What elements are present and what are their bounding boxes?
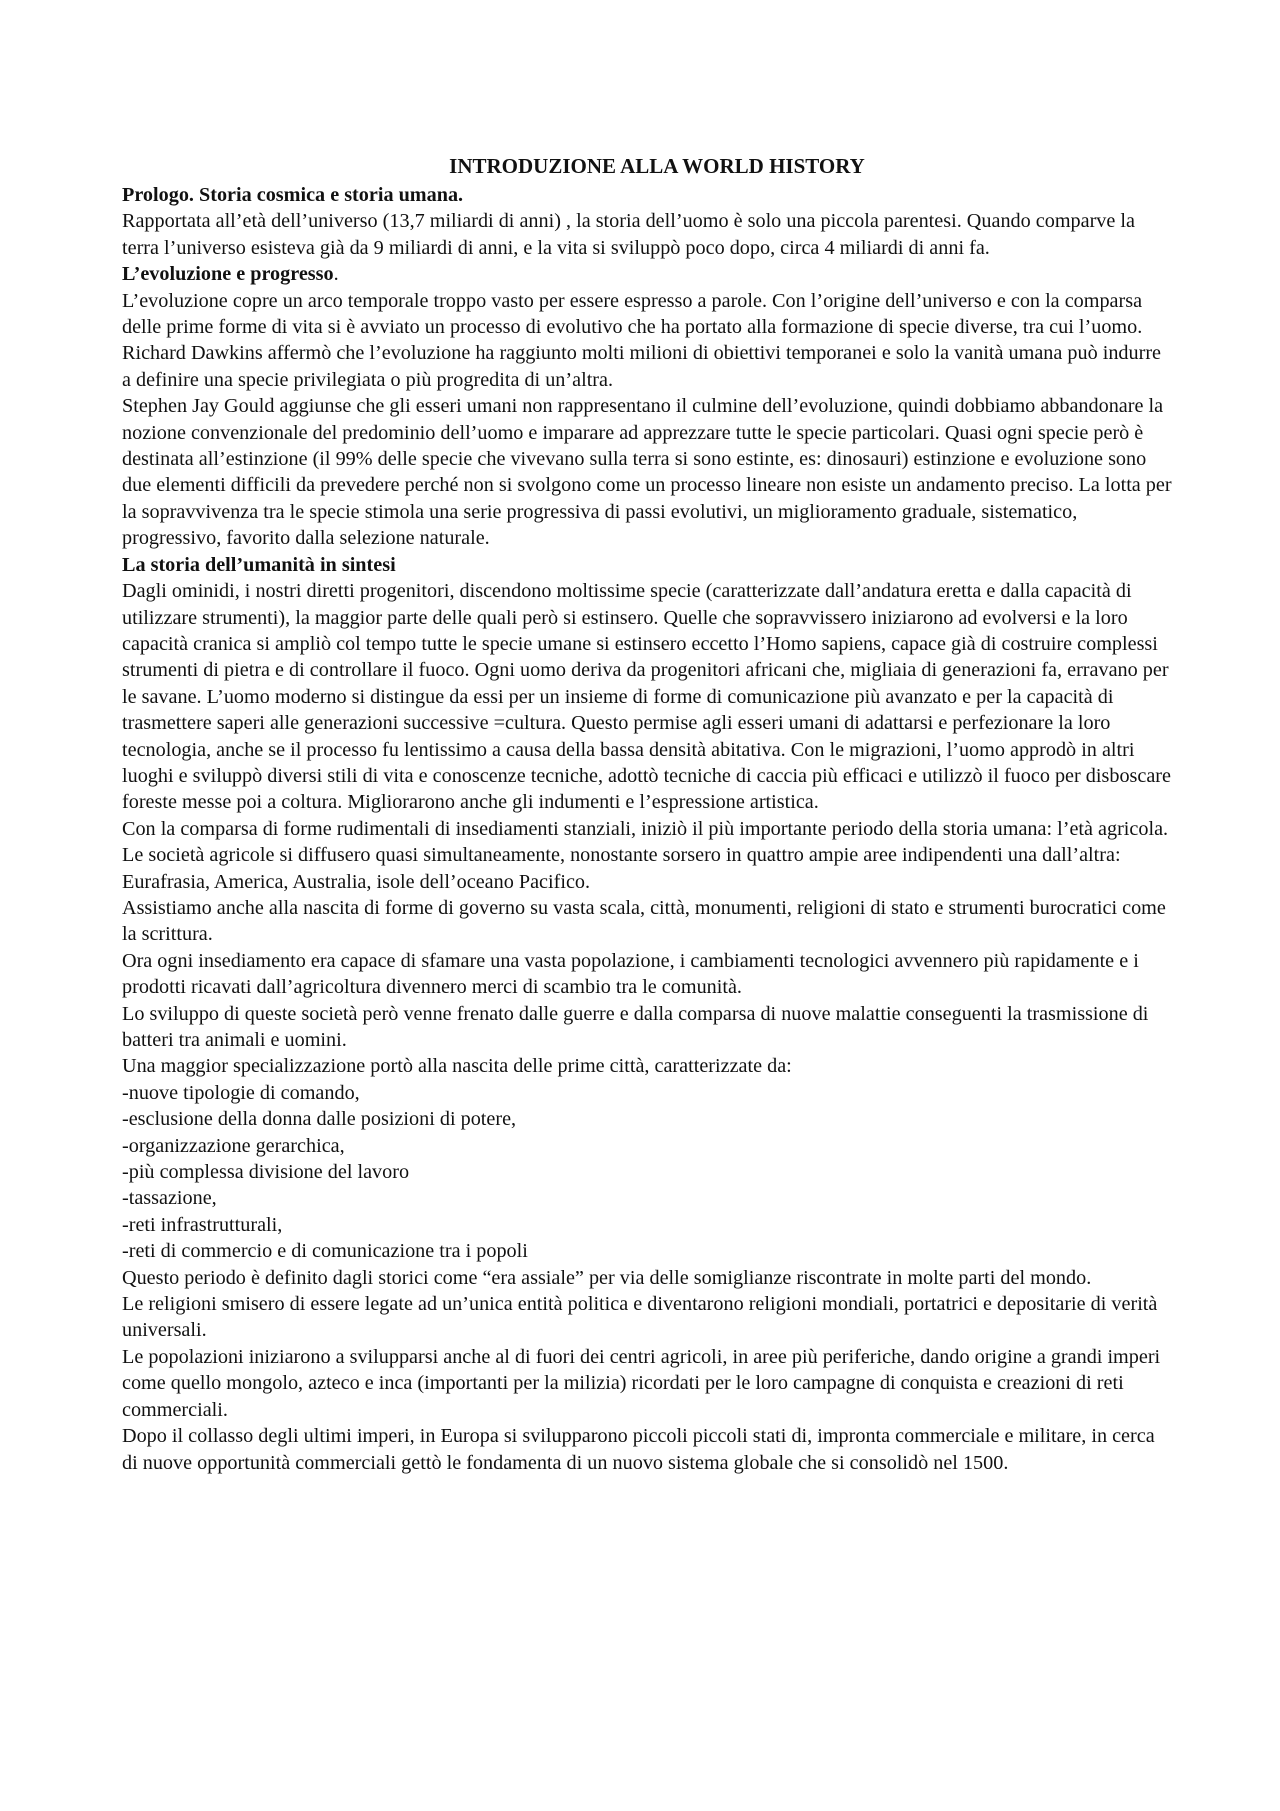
paragraph: Le religioni smisero di essere legate ad un’unica entità politica e diventarono religioni mondiali, portatrici e depositarie di verità universali.: [122, 1293, 1158, 1342]
document-page: [122, 150, 1172, 1476]
paragraph: Dagli ominidi, i nostri diretti progenitori, discendono moltissime specie (caratterizzate dall’andatura eretta e dalla capacità di utilizzare strumenti), la maggior parte delle quali però si estinsero. Quelle che sopravvissero iniziarono ad evolversi e la loro capacità cranica si ampliò col tempo tutte le specie umane si estinsero eccetto l’Homo sapiens, capace già di costruire complessi strumenti di pietra e di controllare il fuoco. Ogni uomo deriva da progenitori africani che, migliaia di generazioni fa, erravano per le savane. L’uomo moderno si distingue da essi per un insieme di forme di comunicazione più avanzato e per la capacità di trasmettere saperi alle generazioni successive =cultura. Questo permise agli esseri umani di adattarsi e perfezionare la loro tecnologia, anche se il processo fu lentissimo a causa della bassa densità abitativa. Con le migrazioni, l’uomo approdò in altri luoghi e sviluppò diversi stili di vita e conoscenze tecniche, adottò tecniche di caccia più efficaci e utilizzò il fuoco per disboscare foreste messe poi a coltura. Migliorarono anche gli indumenti e l’espressione artistica.: [122, 580, 1171, 814]
list-item: -reti di commercio e di comunicazione tra i popoli: [122, 1240, 528, 1263]
section-heading-evoluzione: [122, 261, 1172, 287]
paragraph: Dopo il collasso degli ultimi imperi, in Europa si svilupparono piccoli piccoli stati di, impronta commerciale e militare, in cerca di nuove opportunità commerciali gettò le fondamenta di un nuovo sistema globale che si consolidò nel 1500.: [122, 1425, 1155, 1474]
list-item: -esclusione della donna dalle posizioni di potere,: [122, 1108, 517, 1131]
list-item: -reti infrastrutturali,: [122, 1213, 283, 1236]
paragraph: Una maggior specializzazione portò alla nascita delle prime città, caratterizzate da:: [122, 1055, 792, 1078]
document-title: INTRODUZIONE ALLA WORLD HISTORY: [449, 154, 865, 178]
paragraph: Lo sviluppo di queste società però venne frenato dalle guerre e dalla comparsa di nuove malattie conseguenti la trasmissione di batteri tra animali e uomini.: [122, 1002, 1149, 1051]
paragraph: Le popolazioni iniziarono a svilupparsi anche al di fuori dei centri agricoli, in aree più periferiche, dando origine a grandi imperi come quello mongolo, azteco e inca (importanti per la milizia) ricordati per le loro campagne di conquista e creazioni di reti commerciali.: [122, 1345, 1161, 1421]
paragraph: Le società agricole si diffusero quasi simultaneamente, nonostante sorsero in quattro ampie aree indipendenti una dall’altra: Eurafrasia, America, Australia, isole dell’oceano Pacifico.: [122, 844, 1121, 893]
paragraph: Assistiamo anche alla nascita di forme di governo su vasta scala, città, monumenti, religioni di stato e strumenti burocratici come la scrittura.: [122, 896, 1166, 946]
list-item: -organizzazione gerarchica,: [122, 1134, 345, 1157]
paragraph: L’evoluzione copre un arco temporale troppo vasto per essere espresso a parole. Con l’origine dell’universo e con la comparsa delle prime forme di vita si è avviato un processo di evolutivo che ha portato alla formazione di specie diverse, tra cui l’uomo. Richard Dawkins affermò che l’evoluzione ha raggiunto molti milioni di obiettivi temporanei e solo la vanità umana può indurre a definire una specie privilegiata o più progredita di un’altra.: [122, 289, 1162, 391]
heading-trail: .: [333, 263, 339, 286]
paragraph: Con la comparsa di forme rudimentali di insediamenti stanziali, iniziò il più importante periodo della storia umana: l’età agricola.: [122, 817, 1169, 840]
characteristics-list: [122, 1080, 1172, 1265]
paragraph: Stephen Jay Gould aggiunse che gli esseri umani non rappresentano il culmine dell’evoluzione, quindi dobbiamo abbandonare la nozione convenzionale del predominio dell’uomo e imparare ad apprezzare tutte le specie particolari. Quasi ogni specie però è destinata all’estinzione (il 99% delle specie che vivevano sulla terra si sono estinte, es: dinosauri) estinzione e evoluzione sono due elementi difficili da prevedere perché non si svolgono come un processo lineare non esiste un andamento preciso. La lotta per la sopravvivenza tra le specie stimola una serie progressiva di passi evolutivi, un miglioramento graduale, sistematico, progressivo, favorito dalla selezione naturale.: [122, 395, 1172, 550]
list-item: -tassazione,: [122, 1187, 217, 1210]
heading-text: La storia dell’umanità in sintesi: [122, 553, 396, 576]
section-heading-prologo: [122, 182, 1172, 208]
list-item: -più complessa divisione del lavoro: [122, 1161, 410, 1184]
paragraph: Ora ogni insediamento era capace di sfamare una vasta popolazione, i cambiamenti tecnologici avvennero più rapidamente e i prodotti ricavati dall’agricoltura divennero merci di scambio tra le comunità.: [122, 949, 1139, 999]
heading-text: L’evoluzione e progresso: [122, 263, 334, 286]
paragraph: Questo periodo è definito dagli storici come “era assiale” per via delle somiglianze riscontrate in molte parti del mondo.: [122, 1266, 1092, 1289]
heading-text: Prologo. Storia cosmica e storia umana.: [122, 184, 464, 206]
paragraph: Rapportata all’età dell’universo (13,7 miliardi di anni) , la storia dell’uomo è solo una piccola parentesi. Quando comparve la terra l’universo esisteva già da 9 miliardi di anni, e la vita si sviluppò poco dopo, circa 4 miliardi di anni fa.: [122, 210, 1135, 259]
list-item: -nuove tipologie di comando,: [122, 1081, 360, 1104]
section-heading-sintesi: [122, 552, 1172, 578]
